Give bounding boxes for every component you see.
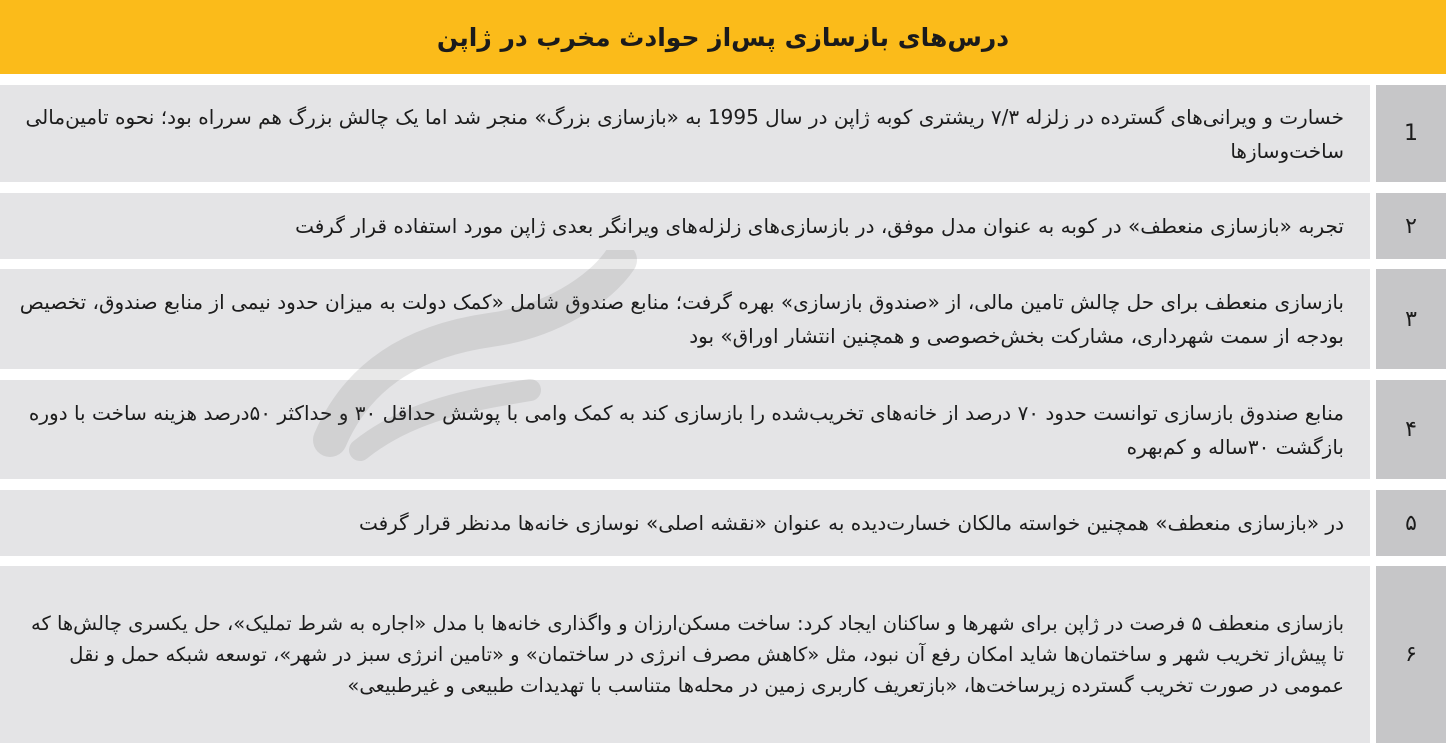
- row-text: در «بازسازی منعطف» همچنین خواسته مالکان خسارت‌دیده به عنوان «نقشه اصلی» نوسازی خانه‌ها مدنظر قرار گرفت: [358, 511, 1344, 535]
- row-text-cell: [0, 269, 1370, 369]
- table-row: [0, 566, 1446, 743]
- row-text: تجربه «بازسازی منعطف» در کوبه به عنوان مدل موفق، در بازسازی‌های زلزله‌های ویرانگر بعدی ژاپن مورد استفاده قرار گرفت: [295, 214, 1344, 238]
- row-number-cell: [1376, 85, 1446, 182]
- row-number: ۵: [1405, 510, 1417, 536]
- table-row: [0, 490, 1446, 556]
- title-bar: [0, 0, 1446, 74]
- table-row: [0, 380, 1446, 479]
- row-number-cell: [1376, 380, 1446, 479]
- row-text: خسارت و ویرانی‌های گسترده در زلزله ۷/۳ ریشتری کوبه ژاپن در سال 1995 به «بازسازی بزرگ» منجر شد اما یک چالش بزرگ هم سرراه بود؛ نحوه تامین‌مالی ساخت‌وسازها: [25, 104, 1344, 163]
- row-text-cell: [0, 490, 1370, 556]
- row-number: ۴: [1405, 417, 1417, 442]
- page-title: درس‌های بازسازی پس‌از حوادث مخرب در ژاپن: [436, 22, 1010, 52]
- row-number-cell: [1376, 490, 1446, 556]
- table-row: [0, 269, 1446, 369]
- row-text-cell: [0, 193, 1370, 259]
- row-number-cell: [1376, 269, 1446, 369]
- row-text-cell: [0, 85, 1370, 182]
- row-number-cell: [1376, 193, 1446, 259]
- row-number: ۶: [1405, 642, 1417, 667]
- row-number-cell: [1376, 566, 1446, 743]
- row-text-cell: [0, 380, 1370, 479]
- table-row: [0, 85, 1446, 182]
- row-text: بازسازی منعطف ۵ فرصت در ژاپن برای شهرها و ساکنان ایجاد کرد: ساخت مسکن‌ارزان و واگذاری خانه‌ها با مدل «اجاره به شرط تملیک»، حل یکسری چالش‌ها که تا پیش‌از تخریب شهر و ساختمان‌ها شاید امکان رفع آن نبود، مثل «کاهش مصرف انرژی در ساختمان» و «تامین انرژی سبز در شهر»، توسعه شبکه حمل و نقل عمومی در صورت تخریب گسترده زیرساخت‌ها، «بازتعریف کاربری زمین در محله‌ها متناسب با تهدیدات طبیعی و غیرطبیعی»: [31, 612, 1344, 697]
- row-number: ۲: [1405, 213, 1417, 239]
- row-number: 1: [1404, 121, 1418, 146]
- row-text: بازسازی منعطف برای حل چالش تامین مالی، از «صندوق بازسازی» بهره گرفت؛ منابع صندوق شامل «کمک دولت به میزان حدود نیمی از منابع صندوق، تخصیص بودجه از سمت شهرداری، مشارکت بخش‌خصوصی و همچنین انتشار اوراق» بود: [19, 290, 1344, 348]
- row-number: ۳: [1405, 306, 1417, 332]
- table-row: [0, 193, 1446, 259]
- row-text-cell: [0, 566, 1370, 743]
- row-text: منابع صندوق بازسازی توانست حدود ۷۰ درصد از خانه‌های تخریب‌شده را بازسازی کند به کمک وامی با پوشش حداقل ۳۰ و حداکثر ۵۰درصد هزینه ساخت با دوره بازگشت ۳۰ساله و کم‌بهره: [28, 400, 1344, 459]
